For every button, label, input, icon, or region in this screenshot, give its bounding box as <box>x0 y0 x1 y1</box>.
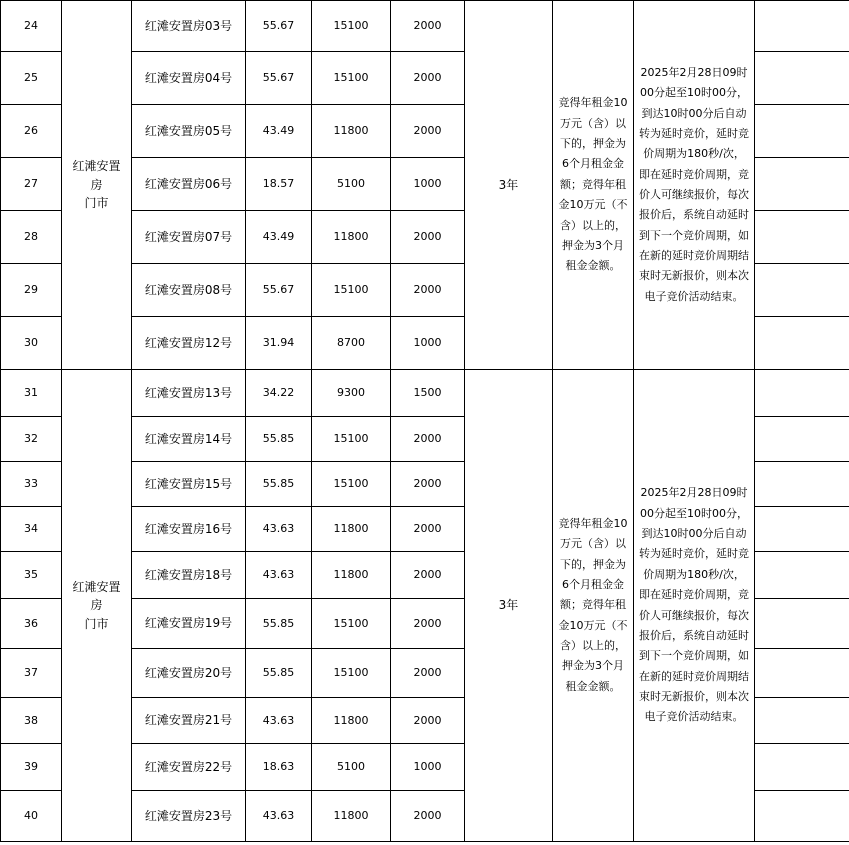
starting-price: 9300 <box>312 370 391 417</box>
starting-price: 5100 <box>312 158 391 211</box>
row-number: 28 <box>1 211 62 264</box>
unit-name: 红滩安置房22号 <box>132 744 246 791</box>
unit-name: 红滩安置房23号 <box>132 791 246 842</box>
bid-deposit: 2000 <box>391 264 465 317</box>
unit-name: 红滩安置房15号 <box>132 462 246 507</box>
unit-name: 红滩安置房19号 <box>132 599 246 649</box>
unit-area: 55.67 <box>246 52 312 105</box>
unit-name: 红滩安置房08号 <box>132 264 246 317</box>
row-number: 25 <box>1 52 62 105</box>
unit-area: 43.63 <box>246 552 312 599</box>
bid-deposit: 1500 <box>391 370 465 417</box>
table-body <box>1 1 849 842</box>
remarks-cell <box>755 370 849 417</box>
row-number: 37 <box>1 649 62 698</box>
unit-name: 红滩安置房14号 <box>132 417 246 462</box>
unit-name: 红滩安置房12号 <box>132 317 246 370</box>
unit-area: 55.85 <box>246 649 312 698</box>
starting-price: 5100 <box>312 744 391 791</box>
starting-price: 8700 <box>312 317 391 370</box>
starting-price: 15100 <box>312 52 391 105</box>
unit-name: 红滩安置房07号 <box>132 211 246 264</box>
bid-deposit: 2000 <box>391 507 465 552</box>
unit-name: 红滩安置房18号 <box>132 552 246 599</box>
unit-name: 红滩安置房03号 <box>132 1 246 52</box>
lease-term: 3年 <box>465 1 553 370</box>
bid-deposit: 2000 <box>391 599 465 649</box>
remarks-cell <box>755 211 849 264</box>
row-number: 26 <box>1 105 62 158</box>
bid-deposit: 2000 <box>391 417 465 462</box>
bid-deposit: 2000 <box>391 1 465 52</box>
unit-area: 18.57 <box>246 158 312 211</box>
starting-price: 11800 <box>312 105 391 158</box>
location-cell: 红滩安置 房 门市 <box>62 370 132 842</box>
bid-deposit: 2000 <box>391 462 465 507</box>
unit-name: 红滩安置房04号 <box>132 52 246 105</box>
deposit-rule: 竞得年租金10万元（含）以下的，押金为6个月租金金额；竞得年租金10万元（不含）以上的，押金为3个月租金金额。 <box>553 370 634 842</box>
location-cell: 红滩安置房 门市 <box>62 1 132 370</box>
remarks-cell <box>755 105 849 158</box>
row-number: 38 <box>1 698 62 744</box>
bid-deposit: 2000 <box>391 552 465 599</box>
starting-price: 11800 <box>312 791 391 842</box>
row-number: 36 <box>1 599 62 649</box>
unit-area: 43.49 <box>246 105 312 158</box>
bid-deposit: 1000 <box>391 158 465 211</box>
row-number: 34 <box>1 507 62 552</box>
unit-area: 31.94 <box>246 317 312 370</box>
unit-area: 34.22 <box>246 370 312 417</box>
row-number: 32 <box>1 417 62 462</box>
bid-deposit: 2000 <box>391 649 465 698</box>
row-number: 29 <box>1 264 62 317</box>
remarks-cell <box>755 462 849 507</box>
starting-price: 15100 <box>312 264 391 317</box>
bid-deposit: 1000 <box>391 744 465 791</box>
bid-deposit: 2000 <box>391 211 465 264</box>
starting-price: 11800 <box>312 507 391 552</box>
starting-price: 11800 <box>312 211 391 264</box>
unit-area: 43.63 <box>246 698 312 744</box>
remarks-cell <box>755 317 849 370</box>
remarks-cell <box>755 791 849 842</box>
unit-area: 43.63 <box>246 791 312 842</box>
unit-area: 55.67 <box>246 264 312 317</box>
remarks-cell <box>755 158 849 211</box>
unit-area: 55.85 <box>246 417 312 462</box>
table-row <box>1 1 849 52</box>
remarks-cell <box>755 417 849 462</box>
row-number: 39 <box>1 744 62 791</box>
starting-price: 15100 <box>312 462 391 507</box>
bidding-rule: 2025年2月28日09时00分起至10时00分，到达10时00分后自动转为延时竞价，延时竞价周期为180秒/次，即在延时竞价周期，竞价人可继续报价，每次报价后，系统自动延时到下一个竞价周期，如在新的延时竞价周期结束时无新报价，则本次电子竞价活动结束。 <box>634 1 755 370</box>
row-number: 35 <box>1 552 62 599</box>
table-row <box>1 370 849 417</box>
remarks-cell <box>755 1 849 52</box>
starting-price: 15100 <box>312 649 391 698</box>
unit-name: 红滩安置房21号 <box>132 698 246 744</box>
unit-name: 红滩安置房05号 <box>132 105 246 158</box>
unit-name: 红滩安置房13号 <box>132 370 246 417</box>
bid-deposit: 2000 <box>391 105 465 158</box>
starting-price: 11800 <box>312 552 391 599</box>
starting-price: 15100 <box>312 417 391 462</box>
row-number: 24 <box>1 1 62 52</box>
unit-name: 红滩安置房06号 <box>132 158 246 211</box>
row-number: 30 <box>1 317 62 370</box>
row-number: 33 <box>1 462 62 507</box>
unit-name: 红滩安置房16号 <box>132 507 246 552</box>
row-number: 40 <box>1 791 62 842</box>
remarks-cell <box>755 52 849 105</box>
remarks-cell <box>755 649 849 698</box>
lease-term: 3年 <box>465 370 553 842</box>
bid-deposit: 1000 <box>391 317 465 370</box>
row-number: 27 <box>1 158 62 211</box>
starting-price: 15100 <box>312 599 391 649</box>
unit-area: 55.85 <box>246 462 312 507</box>
starting-price: 15100 <box>312 1 391 52</box>
unit-area: 43.49 <box>246 211 312 264</box>
unit-area: 55.67 <box>246 1 312 52</box>
remarks-cell <box>755 698 849 744</box>
remarks-cell <box>755 744 849 791</box>
bidding-rule: 2025年2月28日09时00分起至10时00分，到达10时00分后自动转为延时竞价，延时竞价周期为180秒/次，即在延时竞价周期，竞价人可继续报价，每次报价后，系统自动延时到下一个竞价周期，如在新的延时竞价周期结束时无新报价，则本次电子竞价活动结束。 <box>634 370 755 842</box>
unit-area: 43.63 <box>246 507 312 552</box>
remarks-cell <box>755 264 849 317</box>
unit-name: 红滩安置房20号 <box>132 649 246 698</box>
remarks-cell <box>755 507 849 552</box>
remarks-cell <box>755 599 849 649</box>
bid-deposit: 2000 <box>391 52 465 105</box>
starting-price: 11800 <box>312 698 391 744</box>
remarks-cell <box>755 552 849 599</box>
bid-deposit: 2000 <box>391 791 465 842</box>
unit-area: 18.63 <box>246 744 312 791</box>
bid-deposit: 2000 <box>391 698 465 744</box>
unit-area: 55.85 <box>246 599 312 649</box>
row-number: 31 <box>1 370 62 417</box>
deposit-rule: 竞得年租金10万元（含）以下的，押金为6个月租金金额；竞得年租金10万元（不含）以上的，押金为3个月租金金额。 <box>553 1 634 370</box>
